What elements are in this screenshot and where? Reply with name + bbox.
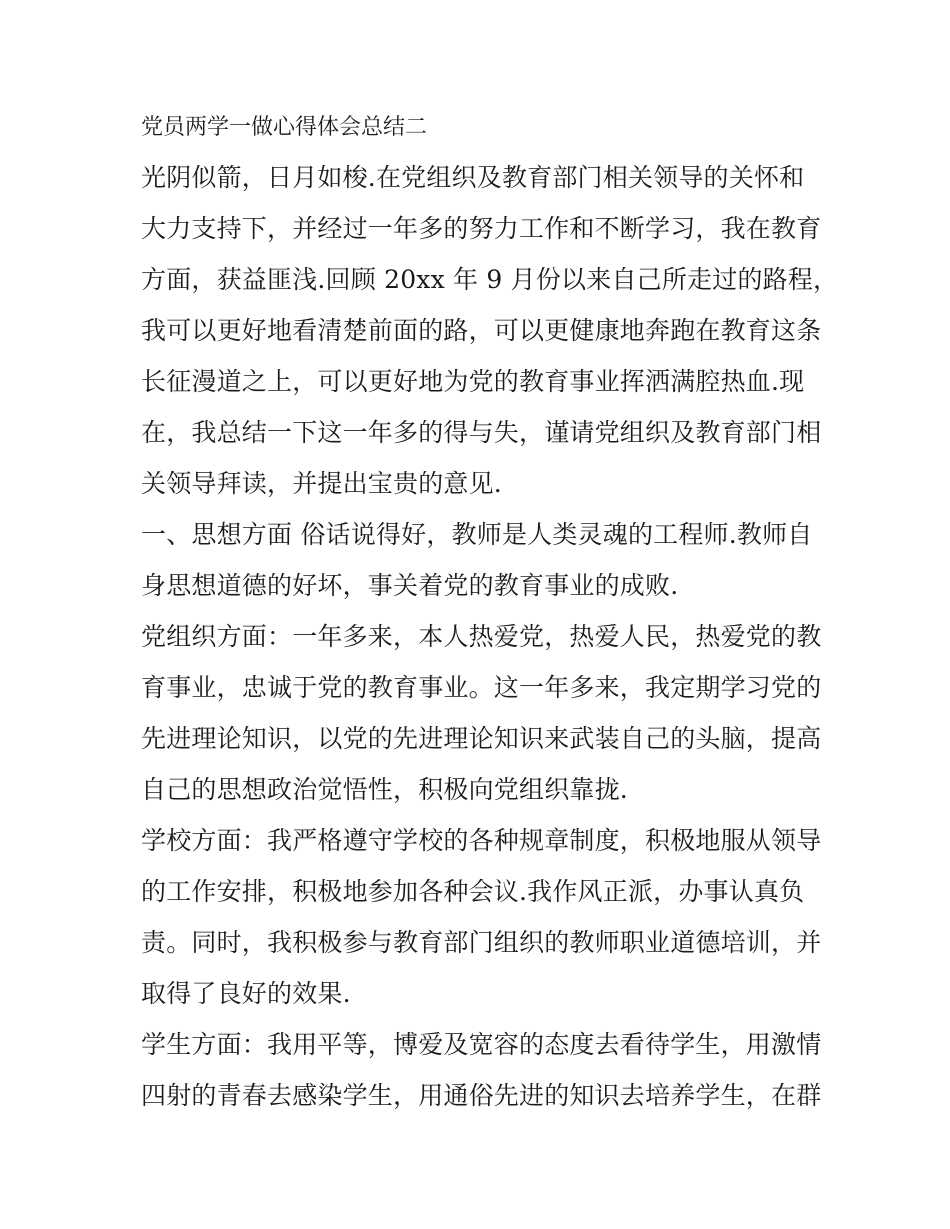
text-line: 自己的思想政治觉悟性，积极向党组织靠拢. — [141, 775, 628, 804]
text-line: 大力支持下，并经过一年多的努力工作和不断学习，我在教育 — [141, 214, 822, 243]
text-line: 长征漫道之上，可以更好地为党的教育事业挥洒满腔热血.现 — [141, 367, 805, 396]
text-line: 身思想道德的好坏，事关着党的教育事业的成败. — [141, 571, 679, 600]
text-line: 光阴似箭，日月如梭.在党组织及教育部门相关领导的关怀和 — [141, 163, 805, 192]
text-line: 学生方面：我用平等，博爱及宽容的态度去看待学生，用激情 — [141, 1030, 822, 1059]
text-line: 党组织方面：一年多来，本人热爱党，热爱人民，热爱党的教 — [141, 622, 822, 651]
text-line: 责。同时，我积极参与教育部门组织的教师职业道德培训，并 — [141, 928, 822, 957]
paragraph-school — [141, 815, 822, 1019]
paragraph-party-organization — [141, 611, 822, 815]
document-body — [141, 110, 839, 1121]
text-line: 先进理论知识，以党的先进理论知识来武装自己的头脑，提高 — [141, 724, 822, 753]
text-line: 取得了良好的效果. — [141, 979, 351, 1008]
text-line: 的工作安排，积极地参加各种会议.我作风正派，办事认真负 — [141, 877, 805, 906]
text-line: 育事业，忠诚于党的教育事业。这一年多来，我定期学习党的 — [141, 673, 822, 702]
text-line: 一、思想方面 俗话说得好，教师是人类灵魂的工程师.教师自 — [141, 520, 813, 549]
text-line: 我可以更好地看清楚前面的路，可以更健康地奔跑在教育这条 — [141, 316, 822, 345]
text-line: 在，我总结一下这一年多的得与失，谨请党组织及教育部门相 — [141, 418, 822, 447]
paragraph-students — [141, 1019, 822, 1121]
paragraph-thought — [141, 509, 816, 611]
text-line: 关领导拜读，并提出宝贵的意见. — [141, 469, 502, 498]
paragraph-intro — [141, 152, 839, 509]
text-line: 学校方面：我严格遵守学校的各种规章制度，积极地服从领导 — [141, 826, 822, 855]
document-title: 党员两学一做心得体会总结二 — [141, 115, 428, 140]
text-line: 方面，获益匪浅.回顾 20xx 年 9 月份以来自己所走过的路程， — [141, 265, 839, 294]
text-line: 四射的青春去感染学生，用通俗先进的知识去培养学生，在群 — [141, 1081, 822, 1110]
